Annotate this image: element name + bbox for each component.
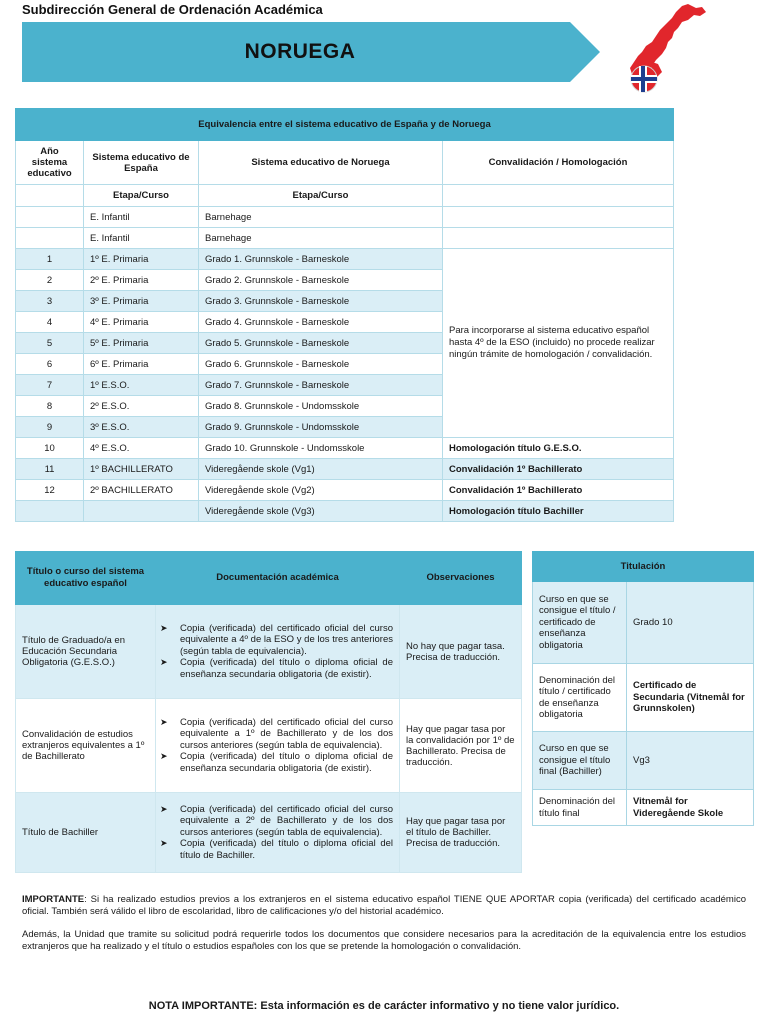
year-cell: 4 (16, 312, 84, 333)
table-row (533, 790, 754, 826)
importante-note (22, 894, 746, 918)
tit-value-cell: Vg3 (627, 732, 754, 790)
table-row (16, 249, 674, 270)
table-row (16, 501, 674, 522)
titulacion-table (532, 551, 754, 826)
list-item (160, 657, 393, 680)
doc-obs-cell: Hay que pagar tasa por el título de Bachiller. Precisa de traducción. (400, 793, 522, 873)
conv-cell (443, 207, 674, 228)
norway-cell: Videregående skole (Vg3) (199, 501, 443, 522)
header-docs: Documentación académica (156, 552, 400, 605)
subheader-spain: Etapa/Curso (84, 185, 199, 207)
year-cell: 6 (16, 354, 84, 375)
norway-cell: Grado 8. Grunnskole - Undomsskole (199, 396, 443, 417)
arrow-bullet-icon: ➤ (160, 622, 168, 633)
list-item (160, 751, 393, 774)
list-item (160, 717, 393, 752)
doc-obs-cell: No hay que pagar tasa. Precisa de traducción. (400, 605, 522, 699)
norway-cell: Grado 5. Grunnskole - Barneskole (199, 333, 443, 354)
equivalence-caption: Equivalencia entre el sistema educativo de España y de Noruega (16, 109, 674, 141)
year-cell: 1 (16, 249, 84, 270)
country-banner (22, 22, 600, 82)
spain-cell: 1º E.S.O. (84, 375, 199, 396)
equivalence-table (15, 108, 674, 522)
table-row (533, 582, 754, 664)
norway-cell: Barnehage (199, 207, 443, 228)
spain-cell: 4º E. Primaria (84, 312, 199, 333)
spain-cell: 2º E. Primaria (84, 270, 199, 291)
doc-docs-cell (156, 699, 400, 793)
tit-value-cell: Grado 10 (627, 582, 754, 664)
year-cell: 10 (16, 438, 84, 459)
table-row (16, 699, 522, 793)
norway-cell: Videregående skole (Vg1) (199, 459, 443, 480)
arrow-bullet-icon: ➤ (160, 751, 168, 762)
list-item-text: Copia (verificada) del certificado oficial del curso equivalente a 2º de Bachillerato y de los dos cursos anteriores (según tabla de equivalencia). (180, 803, 393, 838)
list-item (160, 838, 393, 861)
table-row (16, 793, 522, 873)
doc-title-cell: Título de Bachiller (16, 793, 156, 873)
arrow-bullet-icon: ➤ (160, 803, 168, 814)
spain-cell: 2º BACHILLERATO (84, 480, 199, 501)
table-row (16, 438, 674, 459)
tit-label-cell: Denominación del título final (533, 790, 627, 826)
tit-value-cell: Certificado de Secundaria (Vitnemål for Grunnskolen) (627, 664, 754, 732)
spain-cell: 2º E.S.O. (84, 396, 199, 417)
spain-cell: 6º E. Primaria (84, 354, 199, 375)
spain-cell (84, 501, 199, 522)
tit-label-cell: Curso en que se consigue el título / certificado de enseñanza obligatoria (533, 582, 627, 664)
importante-text: : Si ha realizado estudios previos a los extranjeros en el sistema educativo español TIENE QUE APORTAR copia (verificada) del certificado académico oficial. También será válido el libro de escolaridad, libro de calificaciones y/o del historial académico. (22, 894, 746, 917)
norway-cell: Grado 6. Grunnskole - Barneskole (199, 354, 443, 375)
year-cell: 5 (16, 333, 84, 354)
table-row (533, 732, 754, 790)
doc-title-cell: Convalidación de estudios extranjeros equivalentes a 1º de Bachillerato (16, 699, 156, 793)
list-item-text: Copia (verificada) del título o diploma oficial de enseñanza secundaria obligatoria (de existir). (180, 751, 393, 774)
subdireccion-title: Subdirección General de Ordenación Académica (22, 2, 323, 17)
spain-cell: 3º E.S.O. (84, 417, 199, 438)
doc-docs-cell (156, 793, 400, 873)
tit-label-cell: Curso en que se consigue el título final (Bachiller) (533, 732, 627, 790)
final-note: NOTA IMPORTANTE: Esta información es de carácter informativo y no tiene valor jurídico. (148, 1000, 620, 1012)
conv-merged-note: Para incorporarse al sistema educativo español hasta 4º de la ESO (incluido) no procede realizar ningún trámite de homologación / convalidación. (443, 249, 674, 438)
year-cell: 9 (16, 417, 84, 438)
header-title: Título o curso del sistema educativo español (16, 552, 156, 605)
norway-cell: Grado 10. Grunnskole - Undomsskole (199, 438, 443, 459)
conv-cell: Homologación título Bachiller (443, 501, 674, 522)
spain-cell: E. Infantil (84, 207, 199, 228)
tit-label-cell: Denominación del título / certificado de enseñanza obligatoria (533, 664, 627, 732)
doc-obs-cell: Hay que pagar tasa por la convalidación por 1º de Bachillerato. Precisa de traducción. (400, 699, 522, 793)
list-item (160, 623, 393, 658)
table-row (16, 207, 674, 228)
list-item-text: Copia (verificada) del título o diploma oficial de enseñanza secundaria obligatoria (de existir). (180, 657, 393, 680)
header-norway: Sistema educativo de Noruega (199, 141, 443, 185)
year-cell (16, 228, 84, 249)
norway-map-flag-icon (622, 2, 712, 98)
norway-cell: Grado 4. Grunnskole - Barneskole (199, 312, 443, 333)
norway-cell: Videregående skole (Vg2) (199, 480, 443, 501)
subheader-conv (443, 185, 674, 207)
table-row (533, 664, 754, 732)
year-cell: 7 (16, 375, 84, 396)
norway-cell: Grado 1. Grunnskole - Barneskole (199, 249, 443, 270)
table-row (16, 605, 522, 699)
documentation-table (15, 551, 522, 873)
arrow-bullet-icon: ➤ (160, 838, 168, 849)
norway-cell: Barnehage (199, 228, 443, 249)
country-title: NORUEGA (244, 40, 356, 63)
list-item-text: Copia (verificada) del certificado oficial del curso equivalente a 1º de Bachillerato y de los dos cursos anteriores (según tabla de equivalencia). (180, 716, 393, 751)
list-item (160, 804, 393, 839)
conv-cell: Convalidación 1º Bachillerato (443, 459, 674, 480)
spain-cell: 1º E. Primaria (84, 249, 199, 270)
list-item-text: Copia (verificada) del título o diploma oficial del título de Bachiller. (180, 838, 393, 861)
header-spain: Sistema educativo de España (84, 141, 199, 185)
table-row (16, 459, 674, 480)
norway-cell: Grado 7. Grunnskole - Barneskole (199, 375, 443, 396)
subheader-year (16, 185, 84, 207)
norway-cell: Grado 3. Grunnskole - Barneskole (199, 291, 443, 312)
spain-cell: 5º E. Primaria (84, 333, 199, 354)
subheader-norway: Etapa/Curso (199, 185, 443, 207)
table-row (16, 228, 674, 249)
header-year: Año sistema educativo (16, 141, 84, 185)
list-item-text: Copia (verificada) del certificado oficial del curso equivalente a 4º de la ESO y de los tres anteriores (según tabla de equivalencia). (180, 622, 393, 657)
header-obs: Observaciones (400, 552, 522, 605)
importante-label: IMPORTANTE (22, 894, 85, 905)
ademas-note: Además, la Unidad que tramite su solicitud podrá requerirle todos los documentos que considere necesarios para la acreditación de la equivalencia entre los estudios extranjeros que ha realizado y el título o estudios españoles con los que se pretende la homologación o convalidación. (22, 929, 746, 952)
year-cell (16, 207, 84, 228)
doc-title-cell: Título de Graduado/a en Educación Secundaria Obligatoria (G.E.S.O.) (16, 605, 156, 699)
year-cell: 2 (16, 270, 84, 291)
year-cell: 11 (16, 459, 84, 480)
table-row (16, 480, 674, 501)
spain-cell: 4º E.S.O. (84, 438, 199, 459)
conv-cell (443, 228, 674, 249)
spain-cell: 1º BACHILLERATO (84, 459, 199, 480)
conv-cell: Convalidación 1º Bachillerato (443, 480, 674, 501)
norway-cell: Grado 2. Grunnskole - Barneskole (199, 270, 443, 291)
conv-cell: Homologación título G.E.S.O. (443, 438, 674, 459)
spain-cell: 3º E. Primaria (84, 291, 199, 312)
year-cell: 8 (16, 396, 84, 417)
header-conv: Convalidación / Homologación (443, 141, 674, 185)
tit-value-cell: Vitnemål for Videregående Skole (627, 790, 754, 826)
doc-docs-cell (156, 605, 400, 699)
year-cell (16, 501, 84, 522)
year-cell: 3 (16, 291, 84, 312)
arrow-bullet-icon: ➤ (160, 657, 168, 668)
year-cell: 12 (16, 480, 84, 501)
spain-cell: E. Infantil (84, 228, 199, 249)
norway-cell: Grado 9. Grunnskole - Undomsskole (199, 417, 443, 438)
titulacion-header: Titulación (533, 552, 754, 582)
arrow-bullet-icon: ➤ (160, 716, 168, 727)
